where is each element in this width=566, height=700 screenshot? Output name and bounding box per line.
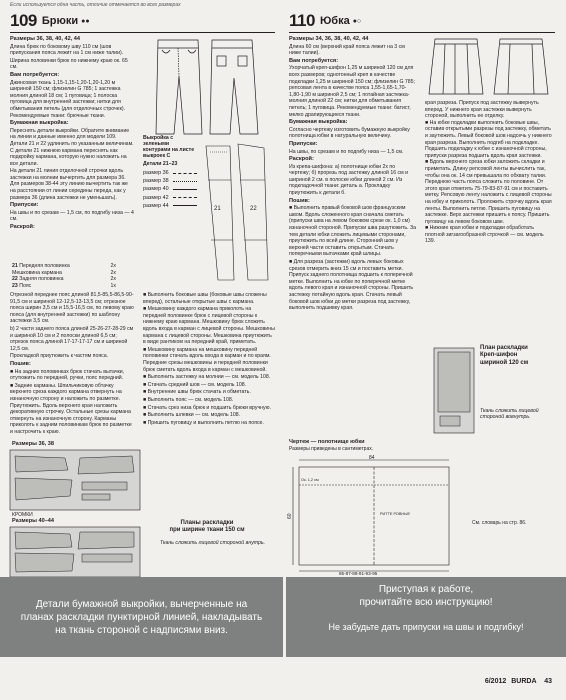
- pattern-text: На детали 21 линия отделочной строчки вдоль застежки на молнии вычертить для размера 36. Для размеров 38-44 эту линию вычертить так же на расстоянии от линии середины переда, как у размера 36 (длина застежки не уменьшать).: [10, 168, 128, 201]
- materials-title: Вам потребуется:: [289, 57, 339, 64]
- detail-list: [12, 263, 116, 289]
- layout-plan-40-44: [10, 527, 140, 577]
- sewing-step: ■ Выполнить правый боковой шов французским швом. Вдоль сложенного края сначала сметать (припуски шва на левом боковом срезе ок. 1,0 см) изнаночной стороной. Припуски шва разутюжить. За тем детали юбки сложить лицевыми сторонами, приутюжить по всей длине. Сторонний шов у верхней части оставить открытым. Стачать поперечными вытачками край шлицы.: [289, 205, 416, 258]
- pattern-title: Бумажная выкройка:: [10, 120, 69, 127]
- page-number: 43: [544, 678, 552, 685]
- legend-row-36: размер 36: [143, 169, 197, 177]
- dim-top: 84: [369, 455, 375, 461]
- cut-title: Раскрой:: [10, 224, 35, 231]
- footer-note-left: [0, 577, 283, 657]
- allowance-title: Припуски:: [289, 140, 318, 147]
- model-110-name: Юбка: [319, 15, 350, 27]
- difficulty-dots: ●○: [352, 17, 362, 25]
- detail-row: 23 Пояс 1x: [12, 282, 116, 289]
- allowance-title: Припуски:: [10, 202, 39, 209]
- footer-right-line1: Приступая к работе,: [378, 584, 474, 595]
- drawing-title: Чертеж — полотнище юбки: [289, 439, 365, 445]
- selvedge-label: КРОМКИ: [12, 512, 33, 518]
- difficulty-dots: ●●: [81, 17, 90, 25]
- cut-title: Раскрой:: [289, 156, 314, 163]
- plans-caption: Планы раскладки при ширине ткани 150 см: [169, 520, 245, 534]
- sewing-step: ■ Выполнить пояс — см. модель 108.: [143, 396, 234, 403]
- sewing-step: ■ Выполнить застежку на молнии — см. модель 108.: [143, 374, 271, 381]
- plan-size-label: Размеры 40–44: [12, 518, 55, 524]
- header-rule: [289, 32, 555, 33]
- sewing-step: ■ Выполнить шлевки — см. модель 108.: [143, 412, 241, 419]
- interline-text: Прокладкой приутюжить к частям пояса.: [10, 353, 109, 360]
- model-110-right-column: края разреза. Припуск под застежку вывернуть вперед. У нижнего края застежки вывернуть стороной, выполнить ее отделку. ■ На юбке подкладки выполнить боковые швы, оставив открытыми разрезы под застежку, обметать и заутюжить. Левый боковой шов надсечь у нижнего края разреза. Выполнить подгиб на подкладке. Подшить подкладку к юбке с изнаночной стороны, припуски разреза подшить вдоль края застежки. ■ Вдоль верхнего среза юбки заложить складки и приметать. Длину репсовой ленты вычислить так, чтобы она ок. 14 см превышала по обхвату талии. Переднюю часть пояса сложить по половине. От этого края отметить 75-79-83-87-91 см и поставить метку. Репсовую ленту наложить с лицевой стороны на юбку и приколоть. Проложить строчку вдоль края ленты. Выполнить петлю. Пришить пуговицу на застежке. Верх застежки пришить к поясу. Пришить пуговицу на левом боковом шве. ■ Нижние края юбки и подкладки обработать плотной зигзагообразной строчкой — см. модель 139.: [425, 100, 552, 245]
- sewing-step: ■ Стачать срез низа брюк и подшить брюки вручную.: [143, 404, 271, 411]
- allowance-text: На швы и по срезам — 1,5 см, по подгибу низа — 4 см.: [10, 209, 134, 223]
- skirt-front-back-drawing: [425, 36, 555, 98]
- sewing-step: ■ Выполнить боковые швы (боковые швы сложены вперед), остальные открытые швы с кармана.: [143, 292, 267, 305]
- legend-details: Детали 21–23: [143, 161, 178, 167]
- sewing-step: ■ Внутренние швы брюк стачать и обметать.: [143, 389, 251, 396]
- page-footer: [485, 678, 552, 685]
- pattern-title: Бумажная выкройка:: [289, 119, 348, 126]
- materials-text: Джинсовая ткань 1,15-1,15-1,20-1,20-1,20 м шириной 150 см; флизелин G 785; 1 застежка молния длиной 18 см; 1 пуговица; 1 полоска пуговица для внутренней застежки; нитки для обметывания петель (для отделочных строчек). Рекомендуемые ткани: брючные ткани.: [10, 79, 126, 119]
- dim-note: Ок. 1,2 см: [301, 478, 319, 482]
- plans-note: Ткань сложить лицевой стороной внутрь.: [160, 540, 266, 546]
- brand-name: BURDA: [511, 678, 537, 685]
- legend-row-44: размер 44: [143, 202, 197, 210]
- sewing-step: ■ Задние карманы. Шпильчиковую обтачку верхнего среза каждого кармана отвернуть на изнаночную сторону и наложить по разметке. Приутюжить. Вдоль верхнего края наложить декоративную строчку. Остальные срезы кармана отвернуть на изнаночную сторону. Карманы приколоть к задним половинкам брюк по разметке и настрочить к краю.: [10, 382, 132, 435]
- footer-right-line3: Не забудьте дать припуски на швы и подгибку!: [328, 622, 524, 632]
- legend-row-38: размер 38: [143, 177, 197, 185]
- sewing-step: ■ Мешковину кармана на мешковину передней половинки стачать вдоль входа в карман и по краям. Передние срезы мешковины и передней половинки брюк сметать вдоль входа в карман с мешковиной.: [143, 346, 271, 373]
- model-110-number: 110: [289, 11, 315, 30]
- model-109-name: Брюки: [41, 15, 79, 27]
- issue-number: 6/2012: [484, 678, 507, 685]
- cut-text: b) 2 части заднего пояса длиной 25-26-27-28-29 см и шириной 10 см и 2 полоски длиной 6,5 см; отрезок пояса длиной 17-17-17-17 см и шириной 12,5 см.: [10, 325, 134, 352]
- model-110-text-column: [289, 36, 417, 313]
- pattern-text: Согласно чертежу изготовить бумажную выкройку полотнища юбки в натуральную величину.: [289, 126, 410, 140]
- intro-text: Длина 60 см (верхний край пояса лежит на 3 см ниже талии).: [289, 43, 405, 57]
- skirt-draft-diagram: [289, 455, 464, 575]
- svg-text:22: 22: [250, 206, 257, 212]
- top-note: Если используется одна часть, отличие отмечается во всех размерах: [10, 2, 181, 8]
- model-109-text-column: [10, 36, 135, 232]
- intro-text: Ширина половинки брюк по нижнему краю ок. 65 см.: [10, 57, 128, 71]
- sewing-title: Пошив:: [10, 360, 31, 367]
- layout-plan-36-38: [10, 450, 140, 510]
- sizes-line: Размеры 36, 38, 40, 42, 44: [10, 36, 81, 42]
- cut-text: Из крепа-шифона: а) полотнище юбки 2x по чертежу; б) прорезь под застежку длиной 16 см и шириной 2 см. в полоске юбки длиной 2 см. Из подкладочной ткани: деталь а. Прокладку приутюжить к детали б.: [289, 163, 409, 197]
- legend-row-42: размер 42: [143, 194, 197, 202]
- detail-row: Мешковина кармана 2x: [12, 269, 116, 276]
- plan-110-caption: План раскладки Креп-шифон шириной 120 см: [480, 345, 529, 366]
- sizes-line: Размеры 34, 36, 38, 40, 42, 44: [289, 36, 369, 42]
- pattern-size-legend: [143, 135, 197, 210]
- sewing-step: ■ Стачать средний шов — см. модель 108.: [143, 381, 247, 388]
- detail-row: 22 Задняя половинка 2x: [12, 276, 116, 283]
- sewing-step: ■ Для разреза (застежки) вдоль левых боковых срезов отмерить вниз 15 см и поставить метки. Припуск заднего полотнища подшить к поперечной метке. Выполнить на юбке по поперечной метке вдоль левого края и изнаночной стороны. Пришить застежку потайную вдоль края. Стачать левый боковой шов юбки до метки разреза под застежку, выполнить подшивку края.: [289, 259, 414, 312]
- glossary-note: См. словарь на стр. 86.: [472, 520, 527, 526]
- detail-row: 21 Передняя половинка 2x: [12, 263, 116, 269]
- sewing-step: ■ На задних половинках брюк стачать вытачки, отутюжить по передней, ручки, пояс передний.: [10, 368, 125, 382]
- model-109-cut-text: [10, 292, 135, 436]
- intro-text: Длина брюк по боковому шву 110 см (шов припускания пояса лежит на 1 см ниже талии).: [10, 43, 124, 57]
- model-110-header: [289, 11, 361, 31]
- pattern-text: Переснять детали выкройки. Обратите внимание на линии и данные именно для модели 109. Детали 21 и 22 удлинить по указанным величинам. С детали 21 нижнюю кармана переснять как подкройку кармана, которую нужно наложить на все детали.: [10, 127, 134, 167]
- sewing-title: Пошив:: [289, 197, 310, 204]
- dim-bottom: 85-87-88-91-93-95: [339, 571, 378, 576]
- sewing-step: ■ Мешковину каждого кармана приколоть на передней половинке брюк с лицевой стороны к нижнему краю кармана. Мешковину брюк сложить вдоль входа в карман с лицевой стороны. Мешковины кармана с лицевой стороны. Мешковина приутюжить в виде рантиком на передний край, приметать.: [143, 306, 275, 346]
- layout-plan-110: [434, 348, 474, 433]
- header-rule: [10, 32, 275, 33]
- plan-110-note: Ткань сложить лицевой стороной вовнутрь.: [480, 408, 539, 421]
- footer-right-line2: прочитайте всю инструкцию!: [359, 597, 493, 608]
- sewing-step: ■ Пришить пуговицу и выполнить петлю на поясе.: [143, 419, 264, 426]
- svg-text:21: 21: [214, 206, 221, 212]
- drawing-subtitle: Размеры приведены в сантиметрах.: [289, 446, 374, 452]
- materials-text: Ухорчатый креп-шифон 1,25 м шириной 120 см для всех размеров; однотонный креп в качестве подкладки 1,25 м шириной 150 см; флизелин G 785; репсовая лента в качестве пояса 1,55-1,65-1,70-1,80-1,90 м шириной 2,5 см; 1 потайная застежка-молния длиной 22 см; нитки для обметывания петель; 1 пуговица. Рекомендуемые ткани: батист, мелко драпирующиеся ткани.: [289, 65, 416, 118]
- pattern-pieces-drawing: [200, 140, 275, 285]
- model-109-header: [10, 11, 90, 31]
- legend-title: Выкройка с зелеными контурами на листе выкроек С: [143, 135, 195, 159]
- cut-text: Отрезной переднее пояс длиной 81,5-85,5-86,5-90-91,5 см и шириной 12-12,5-13-13,5 см; отрезное пояса ширин 3,5 см и 15,5-16,5 см, по левому краю пояса (для внутренней застежки) по шаблону застежки 3,5 см.: [10, 292, 134, 325]
- model-109-right-column: [143, 292, 275, 427]
- model-109-number: 109: [10, 11, 37, 30]
- plan-size-label: Размеры 36, 38: [12, 441, 55, 447]
- dim-mid: РИТТЕ РОВНЫЕ: [380, 512, 411, 516]
- footer-note-right: [286, 577, 566, 657]
- trousers-front-back-drawing: [150, 36, 265, 136]
- footer-left-text: Детали бумажной выкройки, вычерченные на планах раскладки пунктирной линией, накладывать на ткань стороной с надписями вниз.: [20, 598, 263, 636]
- allowance-text: На швы, по срезам и по подгибу низа — 1,5 см.: [289, 148, 404, 155]
- legend-row-40: размер 40: [143, 185, 197, 193]
- materials-title: Вам потребуется:: [10, 71, 60, 78]
- dim-side: 60: [287, 513, 293, 519]
